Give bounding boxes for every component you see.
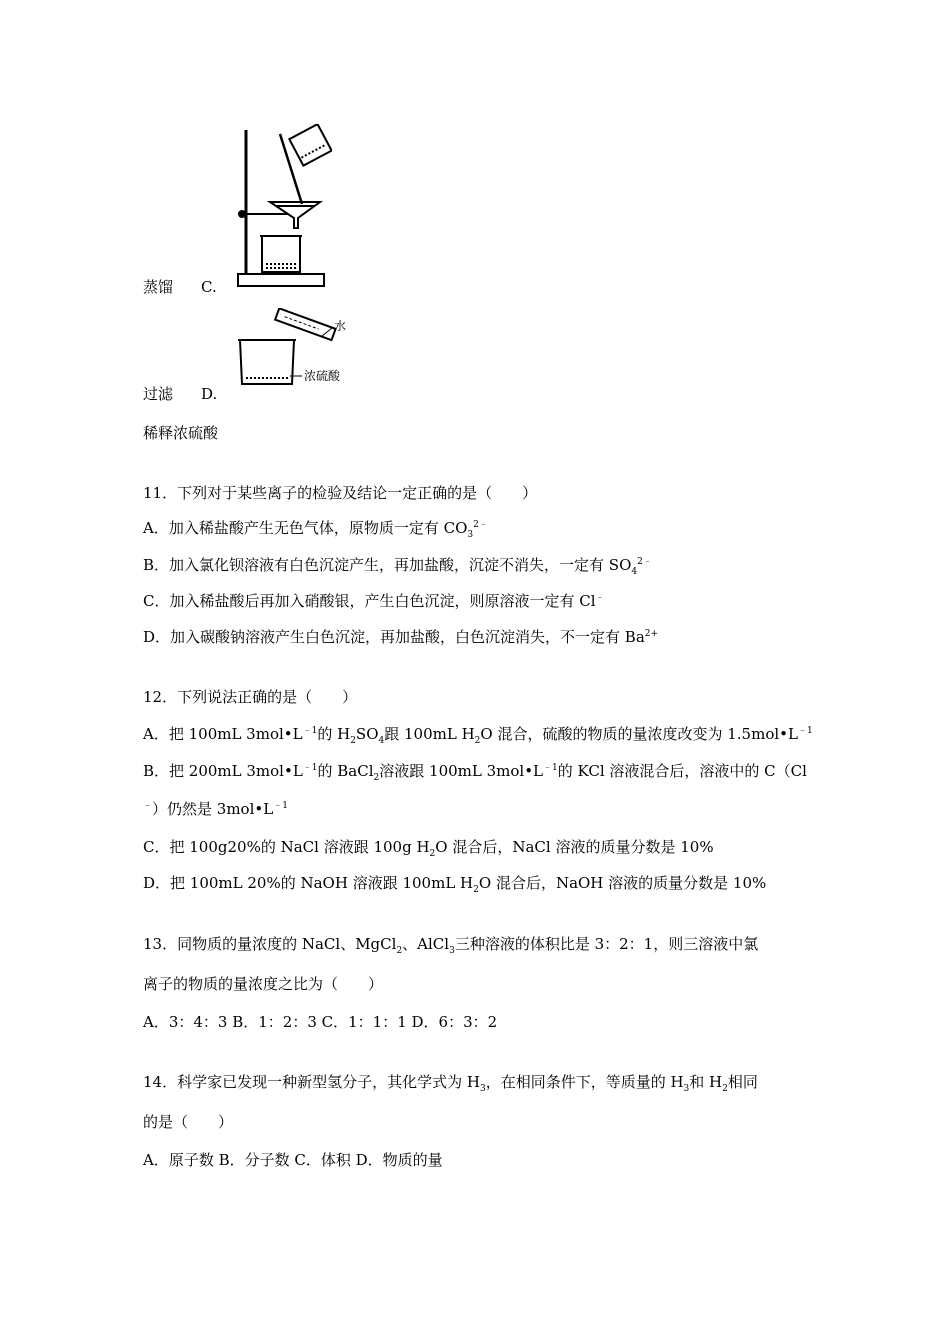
q14-options: A．原子数 B．分子数 C．体积 D．物质的量 — [143, 1151, 443, 1169]
q12-stem: 12．下列说法正确的是（ ） — [143, 688, 358, 706]
q12-option-b-line2: ﹣）仍然是 $3mol•L^{﹣1}$ — [143, 800, 288, 818]
acid-dilution-figure — [234, 308, 364, 390]
q13-stem-line1: 13．同物质的量浓度的 NaCl、MgCl$_2$、AlCl$_3$三种溶液的体积比是 3：2：1，则三溶液中氯 — [143, 935, 759, 956]
q12-option-a: A．把 100mL $3mol•L^{﹣1}$的 $H_2SO_4$跟 100mL $H_2O$ 混合，硫酸的物质的量浓度改变为 $1.5mol•L^{﹣1}$ — [143, 725, 813, 746]
q14-stem-line2: 的是（ ） — [143, 1113, 234, 1131]
q11-option-b: B．加入氯化钡溶液有白色沉淀产生，再加盐酸，沉淀不消失，一定有 $SO_4^{2﹣}$ — [143, 556, 652, 577]
label-water: 水 — [334, 319, 347, 333]
q14-stem-line1: 14．科学家已发现一种新型氢分子，其化学式为 $H_3$，在相同条件下，等质量的 $H_3$和 $H_2$相同 — [143, 1073, 758, 1094]
q12-option-b-line1: B．把 200mL $3mol•L^{﹣1}$的 BaCl$_2$溶液跟 100mL $3mol•L^{﹣1}$的 KCl 溶液混合后，溶液中的 C（Cl — [143, 762, 807, 783]
caption-distillation: 蒸馏 — [143, 278, 174, 296]
q12-option-c: C．把 100g20%的 NaCl 溶液跟 100g $H_2O$ 混合后，NaCl 溶液的质量分数是 10% — [143, 838, 714, 859]
q11-option-c: C．加入稀盐酸后再加入硝酸银，产生白色沉淀，则原溶液一定有 Cl﹣ — [143, 592, 605, 610]
filtration-apparatus-figure — [232, 124, 332, 294]
q11-option-d: D．加入碳酸钠溶液产生白色沉淀，再加盐酸，白色沉淀消失，不一定有 $Ba^{2+}$ — [143, 628, 659, 646]
caption-dilute-acid: 稀释浓硫酸 — [143, 424, 219, 442]
q12-option-d: D．把 100mL 20%的 NaOH 溶液跟 100mL $H_2O$ 混合后，NaOH 溶液的质量分数是 10% — [143, 874, 767, 895]
q11-stem: 11．下列对于某些离子的检验及结论一定正确的是（ ） — [143, 484, 538, 502]
q13-options: A．3：4：3 B．1：2：3 C．1：1：1 D．6：3：2 — [143, 1013, 498, 1031]
q11-option-a: A．加入稀盐酸产生无色气体，原物质一定有 $CO_3^{2﹣}$ — [143, 519, 488, 540]
figure-caption-row-2 — [143, 384, 217, 404]
label-conc-sulfuric-acid: 浓硫酸 — [304, 369, 341, 383]
q13-stem-line2: 离子的物质的量浓度之比为（ ） — [143, 975, 384, 993]
option-label-c: C. — [201, 278, 217, 296]
caption-filtration: 过滤 — [143, 385, 174, 403]
option-label-d: D. — [201, 385, 218, 403]
figure-caption-row-1 — [143, 277, 217, 297]
